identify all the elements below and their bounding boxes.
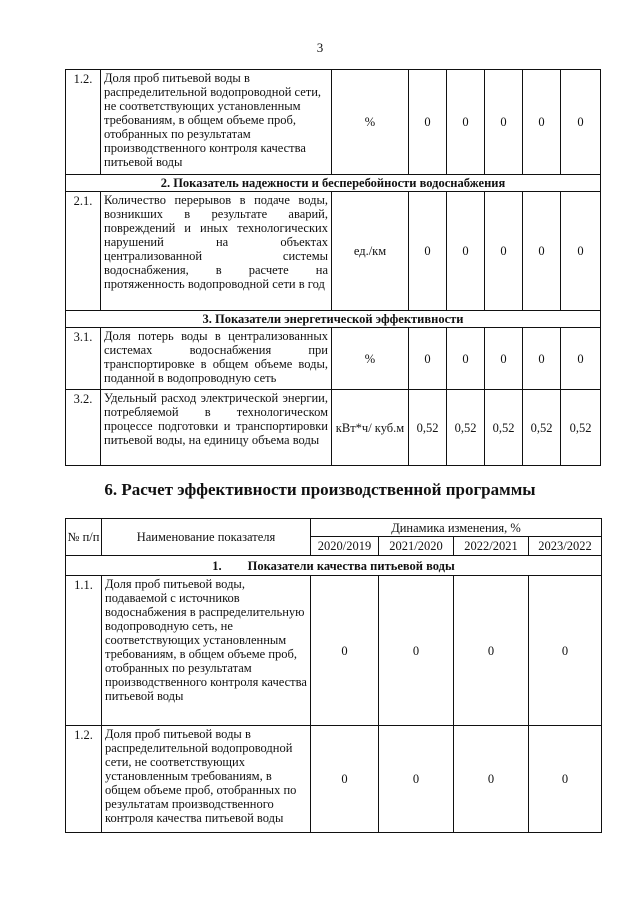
value-cell: 0	[447, 70, 485, 175]
row-number: 2.1.	[66, 192, 101, 311]
section-number: 1.	[212, 558, 222, 573]
section-row	[66, 311, 601, 328]
value-cell: 0	[561, 328, 601, 390]
header-year: 2020/2019	[311, 537, 379, 556]
value-cell: 0	[454, 576, 529, 726]
unit-cell: %	[332, 70, 409, 175]
unit-cell: ед./км	[332, 192, 409, 311]
value-cell: 0	[485, 192, 523, 311]
section-row	[66, 556, 602, 576]
value-cell: 0	[379, 576, 454, 726]
section-title	[66, 556, 602, 576]
unit-cell: кВт*ч/ куб.м	[332, 390, 409, 466]
table-row	[66, 192, 601, 311]
header-row	[66, 519, 602, 537]
value-cell: 0	[485, 328, 523, 390]
value-cell: 0	[409, 328, 447, 390]
row-number: 1.2.	[66, 70, 101, 175]
indicator-name: Доля проб питьевой воды в распределительной водопроводной сети, не соответствующих установленным требованиям, в общем объеме проб, отобранных по результатам производственного контроля качества питьевой воды	[102, 726, 311, 833]
section-title-text: Показатели качества питьевой воды	[247, 558, 455, 573]
row-number: 3.2.	[66, 390, 101, 466]
value-cell: 0	[379, 726, 454, 833]
unit-cell: %	[332, 328, 409, 390]
header-name: Наименование показателя	[102, 519, 311, 556]
value-cell: 0	[311, 726, 379, 833]
row-number: 3.1.	[66, 328, 101, 390]
value-cell: 0	[485, 70, 523, 175]
value-cell: 0	[409, 192, 447, 311]
section-title: 3. Показатели энергетической эффективности	[66, 311, 601, 328]
indicator-name: Доля проб питьевой воды в распределительной водопроводной сети, не соответствующих установленным требованиям, в общем объеме проб, отобранных по результатам производственного контроля качества питьевой воды	[101, 70, 332, 175]
table-row	[66, 70, 601, 175]
value-cell: 0,52	[485, 390, 523, 466]
section-heading: 6. Расчет эффективности производственной программы	[104, 480, 536, 499]
page-number: 3	[316, 40, 324, 55]
indicator-name: Удельный расход электрической энергии, потребляемой в технологическом процессе подготовки и транспортировки питьевой воды, на единицу объема воды	[101, 390, 332, 466]
value-cell: 0	[529, 576, 602, 726]
value-cell: 0	[523, 192, 561, 311]
header-num: № п/п	[66, 519, 102, 556]
value-cell: 0,52	[561, 390, 601, 466]
value-cell: 0	[409, 70, 447, 175]
row-number: 1.1.	[66, 576, 102, 726]
value-cell: 0,52	[523, 390, 561, 466]
header-dynamics: Динамика изменения, %	[311, 519, 602, 537]
section-row	[66, 175, 601, 192]
header-year: 2022/2021	[454, 537, 529, 556]
header-year: 2021/2020	[379, 537, 454, 556]
efficiency-table	[65, 518, 602, 833]
row-number: 1.2.	[66, 726, 102, 833]
indicator-name: Количество перерывов в подаче воды, возникших в результате аварий, повреждений и иных технологических нарушений на объектах централизованной системы водоснабжения, в расчете на протяженность водопроводной сети в год	[101, 192, 332, 311]
section-title: 2. Показатель надежности и бесперебойности водоснабжения	[66, 175, 601, 192]
value-cell: 0	[523, 70, 561, 175]
table-row	[66, 576, 602, 726]
value-cell: 0	[561, 70, 601, 175]
value-cell: 0	[447, 192, 485, 311]
value-cell: 0	[529, 726, 602, 833]
indicators-table-continued	[65, 69, 601, 466]
indicator-name: Доля проб питьевой воды, подаваемой с источников водоснабжения в распределительную водопроводную сеть, не соответствующих установленным требованиям, в общем объеме проб, отобранных по результатам производственного контроля качества питьевой воды	[102, 576, 311, 726]
value-cell: 0	[447, 328, 485, 390]
value-cell: 0	[454, 726, 529, 833]
value-cell: 0	[311, 576, 379, 726]
value-cell: 0	[523, 328, 561, 390]
table-row	[66, 390, 601, 466]
value-cell: 0,52	[409, 390, 447, 466]
header-year: 2023/2022	[529, 537, 602, 556]
indicator-name: Доля потерь воды в централизованных системах водоснабжения при транспортировке в общем объеме воды, поданной в водопроводную сеть	[101, 328, 332, 390]
value-cell: 0	[561, 192, 601, 311]
table-row	[66, 328, 601, 390]
value-cell: 0,52	[447, 390, 485, 466]
table-row	[66, 726, 602, 833]
